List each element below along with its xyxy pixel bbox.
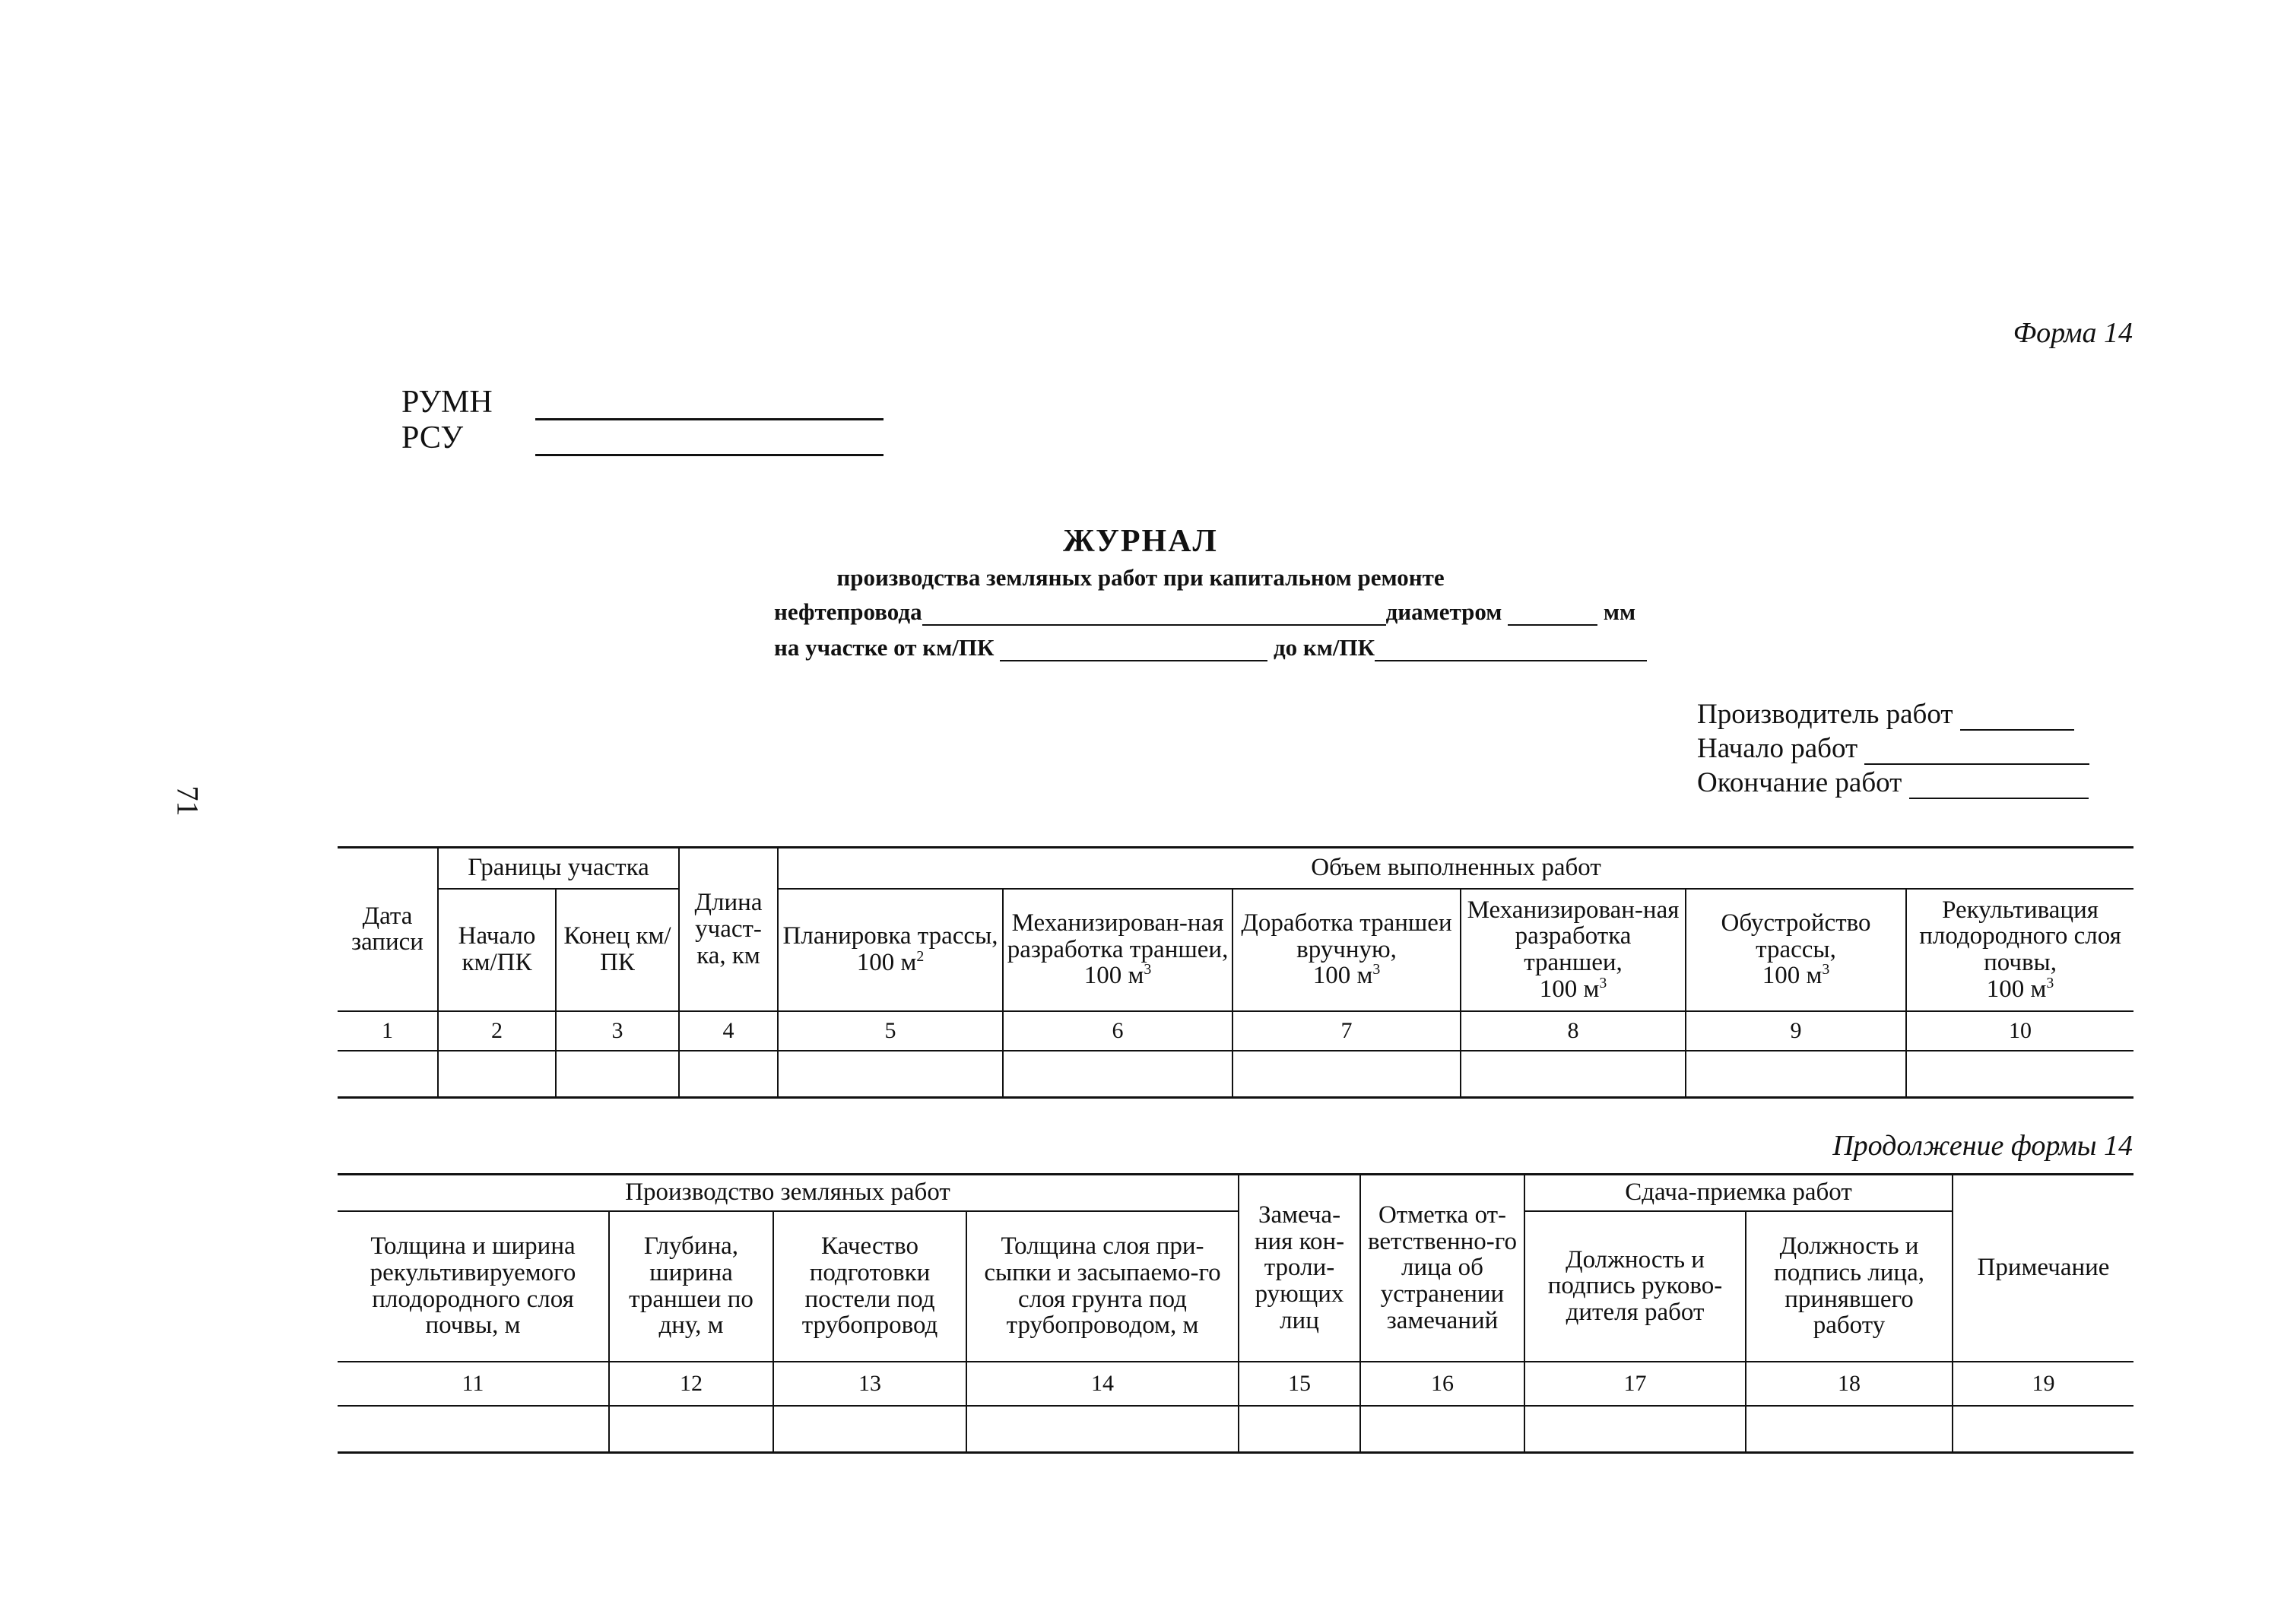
empty-cell[interactable] <box>1233 1051 1461 1098</box>
empty-cell[interactable] <box>1360 1406 1524 1453</box>
header-volume: Объем выполненных работ <box>778 848 2133 889</box>
page-number: 71 <box>170 785 205 817</box>
empty-cell[interactable] <box>1746 1406 1953 1453</box>
header-end-km: Конец км/ПК <box>556 889 679 1011</box>
journal-table-continuation <box>338 1173 2133 1454</box>
producer-line <box>1697 698 2074 731</box>
empty-cell[interactable] <box>1461 1051 1686 1098</box>
col-number: 5 <box>778 1011 1003 1051</box>
header-col11: Толщина и ширина рекультивируемого плодородного слоя почвы, м <box>338 1211 609 1362</box>
col5-text: Планировка трассы, <box>782 922 998 950</box>
producer-field[interactable] <box>1960 708 2074 731</box>
section-to-label: до км/ПК <box>1273 634 1375 661</box>
col8-exp: 3 <box>1599 974 1607 991</box>
empty-cell[interactable] <box>1239 1406 1360 1453</box>
col-number: 10 <box>1906 1011 2133 1051</box>
col10-exp: 3 <box>2046 974 2054 991</box>
col5-exp: 2 <box>916 948 925 965</box>
header-col19: Примечание <box>1953 1175 2133 1362</box>
section-from-field[interactable] <box>1000 642 1267 661</box>
section-to-field[interactable] <box>1375 642 1647 661</box>
header-acceptance: Сдача-приемка работ <box>1524 1175 1953 1211</box>
col-number: 17 <box>1524 1362 1746 1406</box>
col-number: 12 <box>609 1362 773 1406</box>
empty-cell[interactable] <box>966 1406 1239 1453</box>
start-field[interactable] <box>1864 742 2089 765</box>
empty-cell[interactable] <box>556 1051 679 1098</box>
empty-cell[interactable] <box>1906 1051 2133 1098</box>
col-number: 8 <box>1461 1011 1686 1051</box>
journal-subtitle: производства земляных работ при капитальном ремонте <box>836 564 1445 591</box>
col9-unit: 100 м <box>1762 962 1823 990</box>
col6-exp: 3 <box>1144 961 1152 979</box>
empty-cell[interactable] <box>773 1406 966 1453</box>
col9-exp: 3 <box>1822 961 1830 979</box>
header-col10 <box>1906 889 2133 1011</box>
empty-cell[interactable] <box>778 1051 1003 1098</box>
header-col6 <box>1003 889 1233 1011</box>
diameter-unit: мм <box>1603 598 1636 625</box>
col9-text: Обустройство трассы, <box>1721 909 1871 963</box>
empty-cell[interactable] <box>1686 1051 1906 1098</box>
header-col9 <box>1686 889 1906 1011</box>
rsu-label: РСУ <box>401 420 464 455</box>
col8-unit: 100 м <box>1539 975 1600 1003</box>
header-earthworks: Производство земляных работ <box>338 1175 1239 1211</box>
header-col5 <box>778 889 1003 1011</box>
col-number: 18 <box>1746 1362 1953 1406</box>
header-col16: Отметка от-ветственно-го лица об устранении замечаний <box>1360 1175 1524 1362</box>
col7-exp: 3 <box>1372 961 1381 979</box>
continuation-label: Продолжение формы 14 <box>1832 1130 2133 1162</box>
empty-cell[interactable] <box>1524 1406 1746 1453</box>
col5-unit: 100 м <box>856 949 917 976</box>
col-number: 6 <box>1003 1011 1233 1051</box>
col7-unit: 100 м <box>1312 962 1373 990</box>
rsu-line <box>401 420 884 456</box>
header-col15: Замеча-ния кон-троли-рующих лиц <box>1239 1175 1360 1362</box>
empty-cell[interactable] <box>338 1406 609 1453</box>
col-number: 2 <box>438 1011 556 1051</box>
rumn-field[interactable] <box>535 395 884 420</box>
journal-title: ЖУРНАЛ <box>1063 524 1218 559</box>
rsu-field[interactable] <box>535 431 884 456</box>
pipeline-field[interactable] <box>922 606 1386 626</box>
rumn-label: РУМН <box>401 385 493 420</box>
header-col18: Должность и подпись лица, принявшего работу <box>1746 1211 1953 1362</box>
header-col14: Толщина слоя при-сыпки и засыпаемо-го слоя грунта под трубопроводом, м <box>966 1211 1239 1362</box>
header-length: Длина участ-ка, км <box>679 848 778 1011</box>
col-number: 14 <box>966 1362 1239 1406</box>
empty-cell[interactable] <box>438 1051 556 1098</box>
end-line <box>1697 766 2089 799</box>
col-number: 16 <box>1360 1362 1524 1406</box>
col-number: 4 <box>679 1011 778 1051</box>
header-col8 <box>1461 889 1686 1011</box>
form-label: Форма 14 <box>2013 317 2133 349</box>
header-boundaries: Границы участка <box>438 848 679 889</box>
col10-unit: 100 м <box>1986 975 2047 1003</box>
pipeline-line <box>774 598 1635 626</box>
col-number: 7 <box>1233 1011 1461 1051</box>
pipeline-label: нефтепровода <box>774 598 922 625</box>
header-date: Дата записи <box>338 848 438 1011</box>
diameter-label: диаметром <box>1385 598 1502 625</box>
col-number: 13 <box>773 1362 966 1406</box>
header-col13: Качество подготовки постели под трубопровод <box>773 1211 966 1362</box>
col7-text: Доработка траншеи вручную, <box>1241 909 1452 963</box>
header-col12: Глубина, ширина траншеи по дну, м <box>609 1211 773 1362</box>
col-number: 11 <box>338 1362 609 1406</box>
col8-text: Механизирован-ная разработка траншеи, <box>1467 896 1680 976</box>
empty-cell[interactable] <box>609 1406 773 1453</box>
col-number: 19 <box>1953 1362 2133 1406</box>
empty-cell[interactable] <box>338 1051 438 1098</box>
col10-text: Рекультивация плодородного слоя почвы, <box>1919 896 2121 976</box>
header-col7 <box>1233 889 1461 1011</box>
header-start-km: Начало км/ПК <box>438 889 556 1011</box>
section-line <box>774 634 1647 661</box>
col-number: 9 <box>1686 1011 1906 1051</box>
col-number: 1 <box>338 1011 438 1051</box>
diameter-field[interactable] <box>1508 606 1597 626</box>
start-label: Начало работ <box>1697 733 1858 764</box>
empty-cell[interactable] <box>1953 1406 2133 1453</box>
col6-unit: 100 м <box>1083 962 1144 990</box>
rumn-line <box>401 384 884 420</box>
col-number: 15 <box>1239 1362 1360 1406</box>
end-field[interactable] <box>1909 776 2089 799</box>
start-line <box>1697 732 2089 765</box>
empty-cell[interactable] <box>679 1051 778 1098</box>
col-number: 3 <box>556 1011 679 1051</box>
journal-table-main <box>338 846 2133 1099</box>
end-label: Окончание работ <box>1697 767 1902 798</box>
col6-text: Механизирован-ная разработка траншеи, <box>1007 909 1229 963</box>
producer-label: Производитель работ <box>1697 699 1953 730</box>
section-from-label: на участке от км/ПК <box>774 634 995 661</box>
header-col17: Должность и подпись руково-дителя работ <box>1524 1211 1746 1362</box>
empty-cell[interactable] <box>1003 1051 1233 1098</box>
